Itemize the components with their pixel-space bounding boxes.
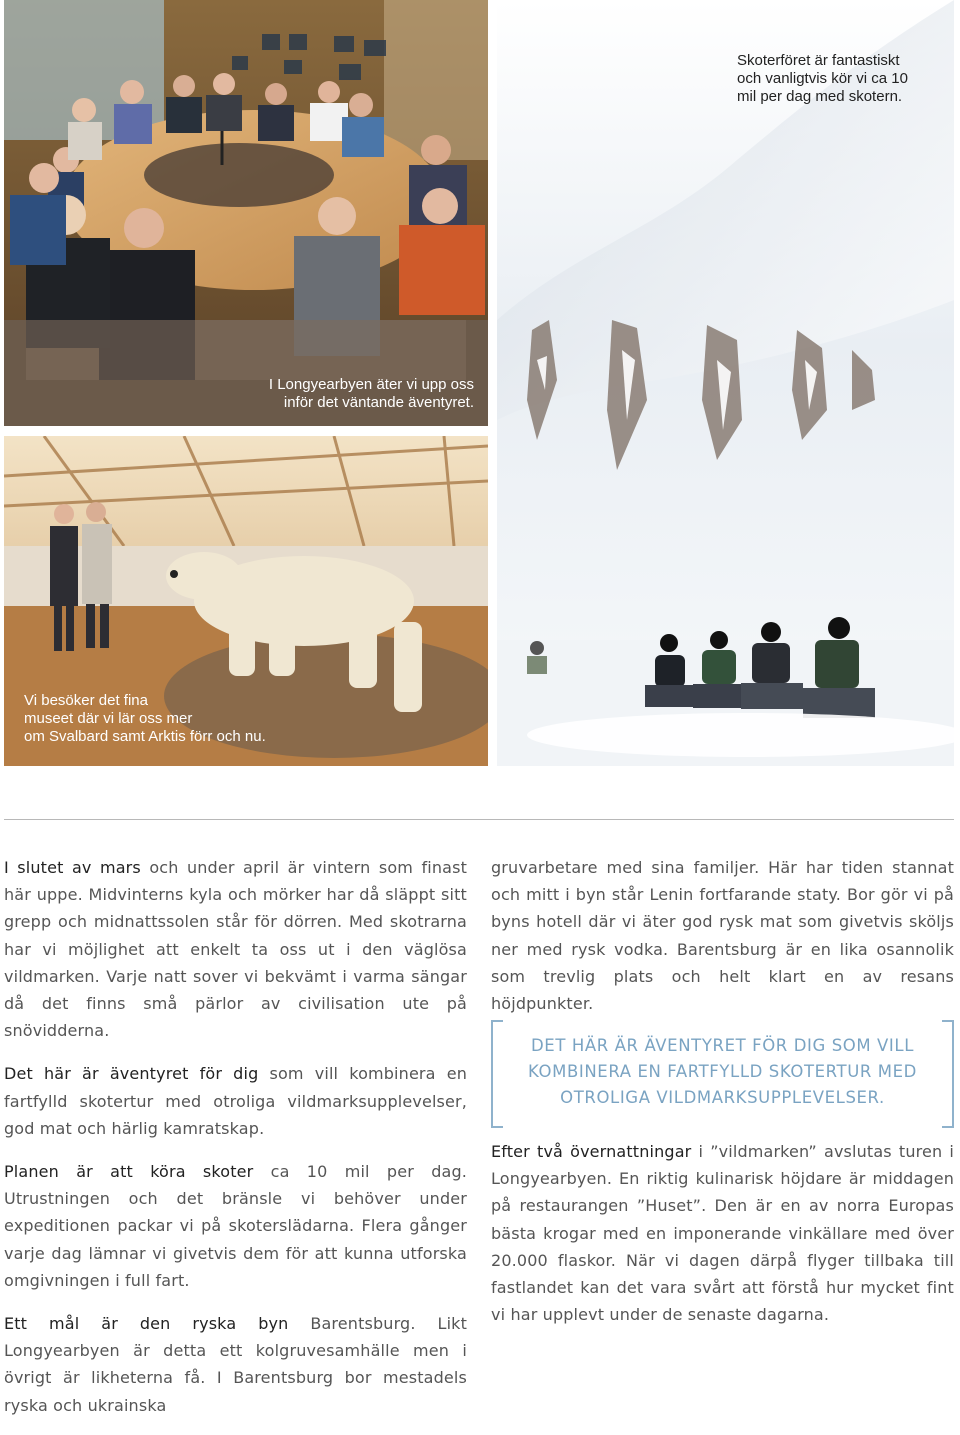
dinner-illustration [4,0,488,426]
caption-line: om Svalbard samt Arktis förr och nu. [24,728,266,745]
caption-line: Vi besöker det fina [24,692,148,709]
quote-bracket-right [942,1020,954,1128]
dinner-caption [242,376,474,412]
quote-line: DET HÄR ÄR ÄVENTYRET FÖR DIG SOM VILL [531,1036,914,1055]
caption-line: mil per dag med skotern. [737,88,903,105]
museum-caption [24,692,324,746]
paragraph-text: Barentsburg. Likt Longyearbyen är detta ett kolgruvesamhälle men i övrigt är likheterna få. I Barentsburg bor mestadels ryska och ukrainska [4,1314,468,1415]
paragraph [4,1310,467,1419]
paragraph [4,1060,467,1142]
article-left-column [4,854,467,1435]
paragraph-text: som vill kombinera en fartfylld skotertur med otroliga vildmarksupplevelser, god mat och härlig kamratskap. [4,1064,467,1138]
quote-bracket-left [491,1020,503,1128]
pull-quote-text [511,1033,934,1111]
paragraph [491,1138,954,1328]
paragraph-lead: Ett mål är den ryska byn [4,1314,289,1334]
caption-line: I Longyearbyen äter vi upp oss [268,376,474,393]
paragraph-lead: I slutet av mars [4,858,141,877]
caption-line: och vanligtvis kör vi ca 10 [737,70,908,87]
paragraph [4,1158,467,1294]
pull-quote [491,1020,954,1126]
snowmobile-photo [497,0,954,766]
quote-line: OTROLIGA VILDMARKSUPPLEVELSER. [560,1088,885,1107]
paragraph-lead: Efter två övernattningar [491,1142,692,1161]
paragraph: gruvarbetare med sina familjer. Här har tiden stannat och mitt i byn står Lenin fortfarande staty. Bor gör vi på byns hotell där vi äter god rysk mat som givetvis sköljs ner med rysk vodka. Barentsburg är en lika osannolik som trevlig plats och helt klart en av resans höjdpunkter. [491,858,954,1014]
article-right-column-bottom [491,1138,954,1344]
quote-line: KOMBINERA EN FARTFYLLD SKOTERTUR MED [528,1062,917,1081]
paragraph-lead: Planen är att köra skoter [4,1162,254,1182]
paragraph-lead: Det här är äventyret för dig [4,1064,259,1084]
snowmobile-illustration [497,0,954,766]
snowmobile-caption [737,52,937,106]
section-divider [4,819,954,820]
paragraph [4,854,467,1044]
paragraph-text: och under april är vintern som finast här uppe. Midvinterns kyla och mörker har då släppt sitt grepp och midnattssolen står för dörren. Med skotrarna har vi möjlighet att enkelt ta oss ut i den väglösa vildmarken. Varje natt sover vi bekvämt i varma sängar då det finns små pärlor av civilisation ute på snövidderna. [4,858,467,1041]
caption-line: Skoterföret är fantastiskt [737,52,900,69]
dinner-photo [4,0,488,426]
museum-photo [4,436,488,766]
paragraph-text: i ”vildmarken” avslutas turen i Longyearbyen. En riktig kulinarisk höjdare är middagen på restaurangen ”Huset”. Den är en av norra Europas bästa krogar med en imponerande vinkällare med över 20.000 flaskor. När vi dagen därpå flyger tillbaka till fastlandet kan det vara svårt att förstå hur mycket fint vi har upplevt under de senaste dagarna. [491,1142,954,1325]
article-right-column-top [491,854,954,1033]
paragraph-text: ca 10 mil per dag. Utrustningen och det bränsle vi behöver under expeditionen packar vi på skoterslädarna. Flera gånger varje dag lämnar vi givetvis dem för att kunna utforska omgivningen i full fart. [4,1162,468,1290]
caption-line: inför det väntande äventyret. [283,394,474,411]
caption-line: museet där vi lär oss mer [24,710,193,727]
